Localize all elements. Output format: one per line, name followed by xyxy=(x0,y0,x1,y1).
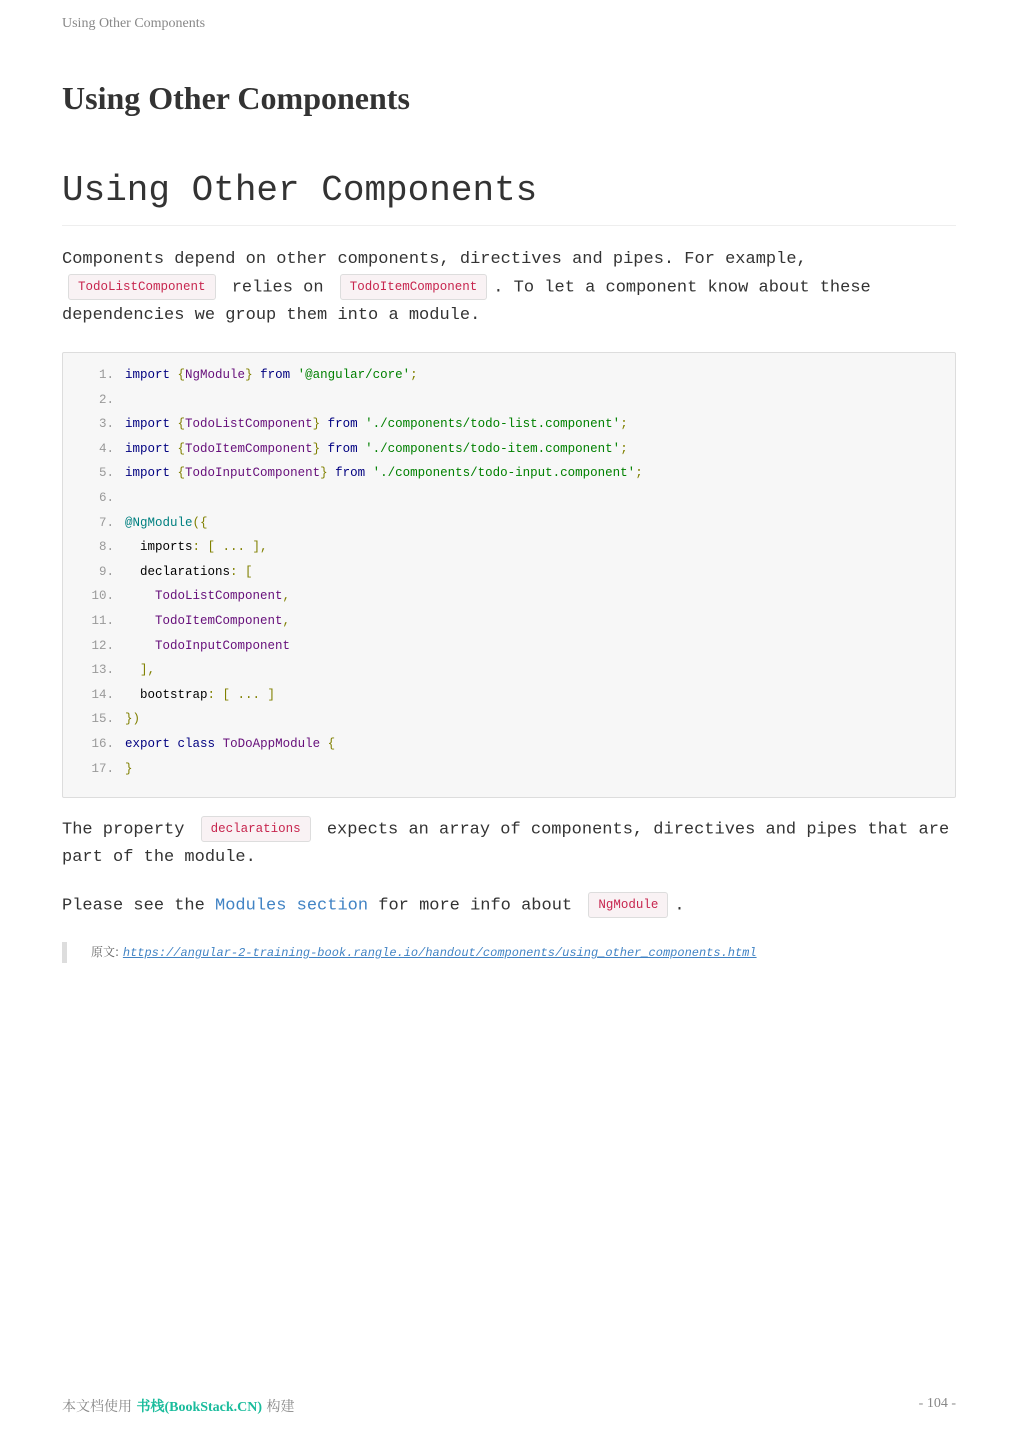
footer-brand-link[interactable]: 书栈(BookStack.CN) xyxy=(136,1400,263,1415)
inline-code-ngmodule: NgModule xyxy=(588,892,668,918)
line-number: 5. xyxy=(98,466,114,481)
code-line-17 xyxy=(63,760,955,785)
line-number: 12. xyxy=(91,638,114,653)
code-line-6 xyxy=(63,489,955,514)
keyword: class xyxy=(177,736,216,751)
line-number: 6. xyxy=(98,490,114,505)
identifier: TodoListComponent xyxy=(185,417,313,432)
identifier: NgModule xyxy=(185,368,246,382)
punct: ], xyxy=(140,663,156,678)
identifier: ToDoAppModule xyxy=(222,736,321,751)
line-number: 14. xyxy=(91,687,114,702)
code-lines xyxy=(63,353,955,784)
line-number: 13. xyxy=(91,663,114,678)
code-line-2 xyxy=(63,391,955,416)
brace: } xyxy=(245,368,253,382)
keyword: export xyxy=(125,736,171,751)
punct: ; xyxy=(620,441,628,456)
property-text-2: expects an array of components, directives and pipes that are part of the module. xyxy=(62,820,950,868)
inline-code-declarations: declarations xyxy=(201,816,311,842)
source-url-link[interactable]: https://angular-2-training-book.rangle.io/handout/components/using_other_components.html xyxy=(122,946,757,960)
see-text-1: Please see the xyxy=(62,896,216,916)
code-line-13 xyxy=(63,661,955,686)
line-content xyxy=(125,464,643,483)
line-number: 3. xyxy=(98,417,114,432)
punct: : [ xyxy=(230,564,253,579)
line-number: 9. xyxy=(98,564,114,579)
decorator: @NgModule xyxy=(125,515,193,530)
line-content xyxy=(125,735,335,754)
property-text-1: The property xyxy=(62,820,195,840)
punct: , xyxy=(282,589,291,604)
punct: ; xyxy=(410,368,418,382)
inline-code-todoitem: TodoItemComponent xyxy=(340,274,488,300)
footer-credit xyxy=(62,1396,295,1416)
brace: { xyxy=(177,417,186,432)
line-number: 2. xyxy=(98,392,114,407)
brace: { xyxy=(177,441,186,456)
identifier: TodoListComponent xyxy=(155,589,283,604)
intro-paragraph xyxy=(62,246,956,330)
punct: , xyxy=(282,613,291,628)
code-line-11 xyxy=(63,612,955,637)
line-content xyxy=(125,760,133,779)
brace: } xyxy=(312,417,321,432)
source-label: 原文: xyxy=(91,945,120,959)
brace: { xyxy=(177,368,186,382)
inline-code-todolist: TodoListComponent xyxy=(68,274,216,300)
identifier: TodoInputComponent xyxy=(185,466,321,481)
code-line-4 xyxy=(63,440,955,465)
line-content xyxy=(125,661,155,680)
running-header: Using Other Components xyxy=(62,16,206,31)
string: './components/todo-input.component' xyxy=(372,466,636,481)
line-content xyxy=(125,710,140,729)
line-number: 15. xyxy=(91,712,114,727)
line-number: 10. xyxy=(91,589,114,604)
punct: ; xyxy=(620,417,628,432)
line-content xyxy=(125,440,628,459)
keyword: from xyxy=(327,441,358,456)
chapter-title: Using Other Components xyxy=(62,80,410,116)
see-also-paragraph xyxy=(62,892,956,920)
see-text-3: . xyxy=(674,896,685,916)
brace: } xyxy=(125,761,133,776)
code-line-5 xyxy=(63,464,955,489)
line-content xyxy=(125,514,208,533)
keyword: import xyxy=(125,441,171,456)
line-content xyxy=(125,612,290,631)
keyword: import xyxy=(125,368,171,382)
string: './components/todo-item.component' xyxy=(365,441,621,456)
section-title: Using Other Components xyxy=(62,170,956,226)
punct: ({ xyxy=(192,515,208,530)
property: imports xyxy=(140,540,193,555)
keyword: from xyxy=(327,417,358,432)
identifier: TodoItemComponent xyxy=(185,441,313,456)
brace: { xyxy=(177,466,186,481)
punct: }) xyxy=(125,712,141,727)
line-number: 4. xyxy=(98,441,114,456)
code-line-12 xyxy=(63,637,955,662)
see-text-2: for more info about xyxy=(368,896,583,916)
footer-prefix: 本文档使用 xyxy=(62,1399,137,1415)
line-number: 11. xyxy=(91,613,114,628)
punct: : [ ... ] xyxy=(207,687,276,702)
line-content xyxy=(125,538,268,557)
line-number: 1. xyxy=(98,368,114,382)
identifier: TodoInputComponent xyxy=(155,638,291,653)
brace: { xyxy=(327,736,336,751)
line-content xyxy=(125,366,418,385)
brace: } xyxy=(312,441,321,456)
line-number: 7. xyxy=(98,515,114,530)
identifier: TodoItemComponent xyxy=(155,613,283,628)
line-number: 16. xyxy=(91,736,114,751)
code-line-16 xyxy=(63,735,955,760)
keyword: import xyxy=(125,417,171,432)
code-line-15 xyxy=(63,710,955,735)
code-line-8 xyxy=(63,538,955,563)
brace: } xyxy=(320,466,328,481)
code-block xyxy=(62,352,956,798)
intro-text-3: . To let a component know about these dependencies we group them into a module. xyxy=(62,278,871,326)
source-blockquote xyxy=(62,942,971,963)
modules-section-link[interactable]: Modules section xyxy=(215,896,369,916)
punct: ; xyxy=(635,466,643,481)
intro-text-1: Components depend on other components, directives and pipes. For example, xyxy=(62,250,807,269)
intro-text-2: relies on xyxy=(221,278,334,298)
line-content xyxy=(125,686,275,705)
code-line-1 xyxy=(63,366,955,391)
line-content xyxy=(125,415,628,434)
code-line-7 xyxy=(63,514,955,539)
code-line-10 xyxy=(63,587,955,612)
string: '@angular/core' xyxy=(297,368,411,382)
line-content xyxy=(125,637,290,656)
line-number: 17. xyxy=(91,761,114,776)
code-line-9 xyxy=(63,563,955,588)
page-number: - 104 - xyxy=(918,1396,956,1411)
property: declarations xyxy=(140,564,231,579)
property: bootstrap xyxy=(140,687,208,702)
keyword: from xyxy=(335,466,366,481)
line-content xyxy=(125,563,253,582)
keyword: import xyxy=(125,466,171,481)
code-line-3 xyxy=(63,415,955,440)
line-content xyxy=(125,587,290,606)
string: './components/todo-list.component' xyxy=(365,417,621,432)
punct: : [ ... ], xyxy=(192,540,268,555)
line-number: 8. xyxy=(98,540,114,555)
code-line-14 xyxy=(63,686,955,711)
footer-suffix: 构建 xyxy=(262,1399,295,1415)
keyword: from xyxy=(260,368,291,382)
declarations-paragraph xyxy=(62,816,956,872)
